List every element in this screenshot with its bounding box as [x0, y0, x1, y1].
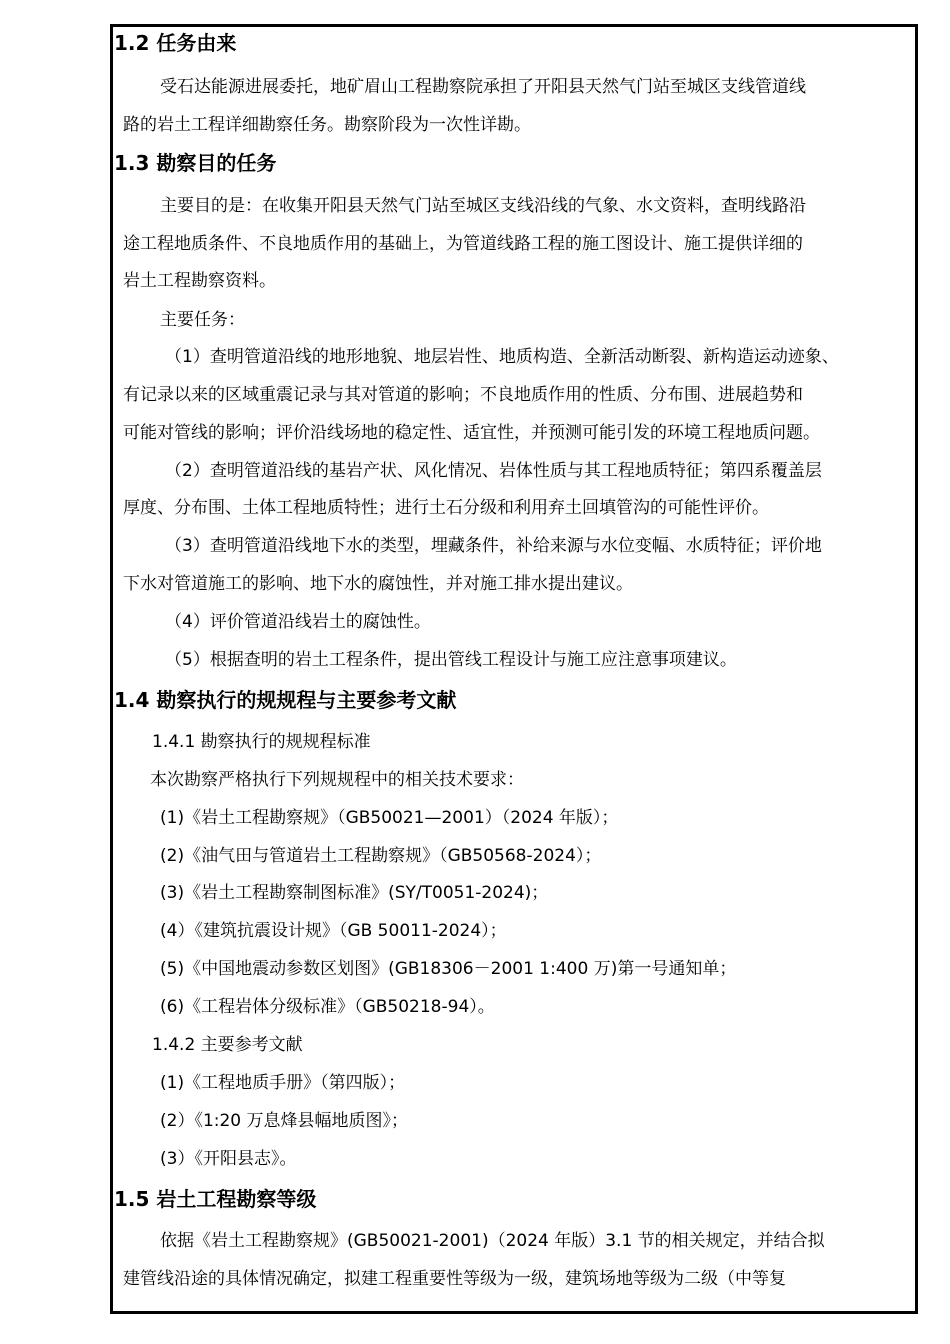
section-heading-1-3: 1.3 勘察目的任务 [114, 151, 277, 175]
section-heading-1-2: 1.2 任务由来 [114, 31, 237, 55]
section-heading-1-4: 1.4 勘察执行的规规程与主要参考文献 [114, 688, 457, 712]
paragraph-line: 有记录以来的区域重震记录与其对管道的影响；不良地质作用的性质、分布围、进展趋势和 [123, 385, 803, 405]
paragraph-line: 路的岩土工程详细勘察任务。勘察阶段为一次性详勘。 [123, 115, 531, 135]
list-item: (6)《工程岩体分级标准》（GB50218-94）。 [160, 997, 495, 1017]
list-item: (1)《岩土工程勘察规》（GB50021—2001）（2024 年版）； [160, 808, 619, 828]
subheading-1-4-2: 1.4.2 主要参考文献 [152, 1035, 303, 1055]
list-item: (2)《油气田与管道岩土工程勘察规》（GB50568-2024）； [160, 846, 602, 866]
paragraph-line: 厚度、分布围、土体工程地质特性；进行土石分级和利用弃土回填管沟的可能性评价。 [123, 498, 769, 518]
paragraph-line: 受石达能源进展委托，地矿眉山工程勘察院承担了开阳县天然气门站至城区支线管道线 [160, 77, 806, 97]
paragraph-line: 建管线沿途的具体情况确定，拟建工程重要性等级为一级，建筑场地等级为二级（中等复 [123, 1269, 786, 1289]
paragraph-line: （2）查明管道沿线的基岩产状、风化情况、岩体性质与其工程地质特征；第四系覆盖层 [165, 461, 822, 481]
list-item: (4）《建筑抗震设计规》（GB 50011-2024）； [160, 921, 507, 941]
paragraph-line: （3）查明管道沿线地下水的类型，埋藏条件，补给来源与水位变幅、水质特征；评价地 [165, 536, 822, 556]
list-item: (2）《1:20 万息烽县幅地质图》； [160, 1111, 409, 1131]
paragraph-line: 本次勘察严格执行下列规规程中的相关技术要求： [150, 770, 524, 790]
paragraph-line: （1）查明管道沿线的地形地貌、地层岩性、地质构造、全新活动断裂、新构造运动迹象、 [165, 347, 839, 367]
paragraph-line: 下水对管道施工的影响、地下水的腐蚀性，并对施工排水提出建议。 [123, 574, 633, 594]
paragraph-line: （5）根据查明的岩土工程条件，提出管线工程设计与施工应注意事项建议。 [165, 650, 737, 670]
list-item: (1)《工程地质手册》（第四版）； [160, 1073, 406, 1093]
section-heading-1-5: 1.5 岩土工程勘察等级 [114, 1187, 317, 1211]
list-item: (3)《岩土工程勘察制图标准》(SY/T0051-2024)； [160, 883, 549, 903]
paragraph-line: 途工程地质条件、不良地质作用的基础上，为管道线路工程的施工图设计、施工提供详细的 [123, 234, 803, 254]
paragraph-line: （4）评价管道沿线岩土的腐蚀性。 [165, 612, 431, 632]
subheading-1-4-1: 1.4.1 勘察执行的规规程标准 [152, 732, 371, 752]
paragraph-line: 主要目的是：在收集开阳县天然气门站至城区支线沿线的气象、水文资料，查明线路沿 [160, 196, 806, 216]
paragraph-line: 依据《岩土工程勘察规》(GB50021-2001)（2024 年版）3.1 节的相关规定，并结合拟 [160, 1231, 825, 1251]
list-item: (5)《中国地震动参数区划图》(GB18306－2001 1:400 万)第一号通知单； [160, 959, 737, 979]
paragraph-line: 岩土工程勘察资料。 [123, 271, 276, 291]
list-item: (3）《开阳县志》。 [160, 1149, 297, 1169]
paragraph-line: 可能对管线的影响；评价沿线场地的稳定性、适宜性，并预测可能引发的环境工程地质问题。 [123, 423, 820, 443]
paragraph-line: 主要任务： [160, 310, 245, 330]
